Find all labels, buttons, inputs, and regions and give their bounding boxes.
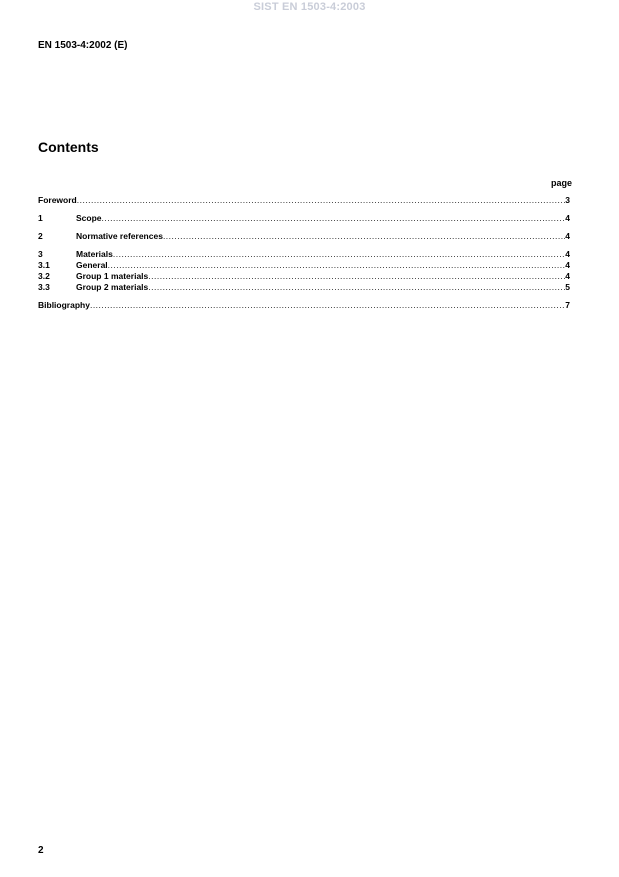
toc-title: Group 2 materials — [76, 282, 149, 292]
toc-entry-group-2-materials[interactable] — [38, 282, 570, 293]
toc-title: Scope — [76, 213, 102, 223]
toc-number: 3 — [38, 249, 43, 259]
toc-title: Foreword — [38, 195, 77, 205]
toc-page: 5 — [565, 282, 570, 292]
toc-page: 3 — [565, 195, 570, 205]
toc-leader-dots — [102, 213, 566, 224]
toc-leader-dots — [163, 231, 565, 242]
toc-title: Bibliography — [38, 300, 90, 310]
toc-page: 4 — [565, 213, 570, 223]
toc-number: 3.2 — [38, 271, 50, 281]
toc-page: 7 — [565, 300, 570, 310]
document-id: EN 1503-4:2002 (E) — [38, 40, 128, 51]
watermark: SIST EN 1503-4:2003 — [253, 1, 366, 13]
toc-page: 4 — [565, 249, 570, 259]
toc-title: Normative references — [76, 231, 163, 241]
page-column-label: page — [550, 178, 572, 188]
toc-entry-materials[interactable] — [38, 249, 570, 260]
toc-entry-general[interactable] — [38, 260, 570, 271]
toc-leader-dots — [90, 300, 565, 311]
page-number: 2 — [38, 845, 44, 856]
toc-title: Group 1 materials — [76, 271, 149, 281]
toc-number: 1 — [38, 213, 43, 223]
toc-number: 2 — [38, 231, 43, 241]
toc-leader-dots — [77, 195, 566, 206]
table-of-contents — [38, 195, 570, 311]
toc-page: 4 — [565, 260, 570, 270]
toc-leader-dots — [113, 249, 565, 260]
toc-leader-dots — [148, 271, 565, 282]
toc-page: 4 — [565, 271, 570, 281]
toc-entry-scope[interactable] — [38, 213, 570, 224]
page-title: Contents — [38, 139, 99, 155]
toc-entry-bibliography[interactable] — [38, 300, 570, 311]
toc-leader-dots — [148, 282, 565, 293]
toc-entry-group-1-materials[interactable] — [38, 271, 570, 282]
toc-entry-normative-references[interactable] — [38, 231, 570, 242]
toc-page: 4 — [565, 231, 570, 241]
toc-leader-dots — [108, 260, 566, 271]
toc-number: 3.1 — [38, 260, 50, 270]
toc-title: General — [76, 260, 108, 270]
toc-entry-foreword[interactable] — [38, 195, 570, 206]
toc-number: 3.3 — [38, 282, 50, 292]
toc-title: Materials — [76, 249, 113, 259]
